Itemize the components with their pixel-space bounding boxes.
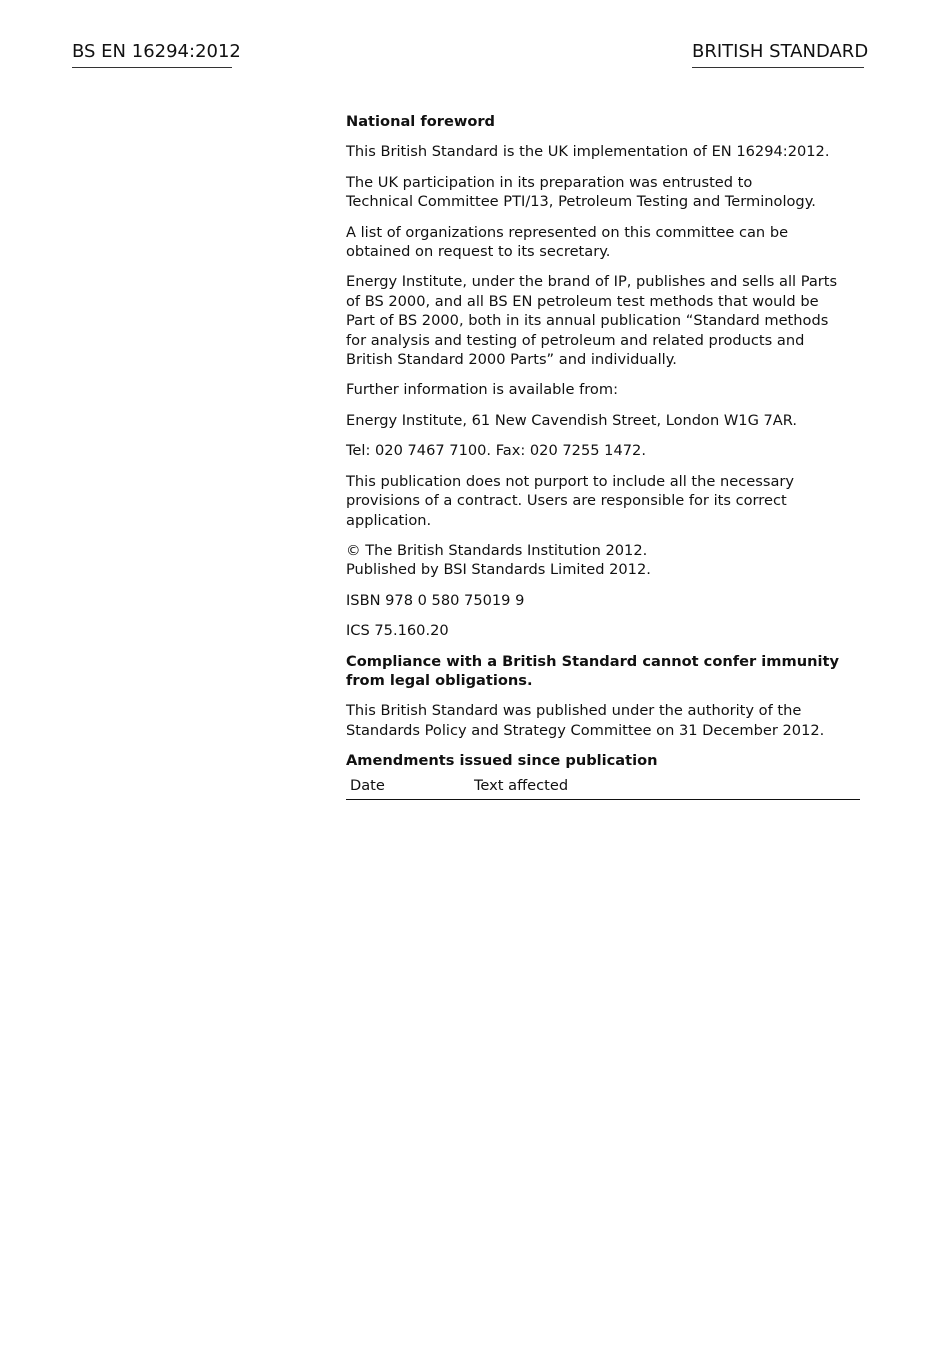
address-paragraph xyxy=(346,411,860,430)
implementation-paragraph xyxy=(346,142,860,161)
date-column-header: Date xyxy=(350,776,385,794)
amendments-table-header xyxy=(346,776,860,800)
amendments-title: Amendments issued since publication xyxy=(346,752,658,770)
further-info-paragraph xyxy=(346,380,860,399)
participation-line-2: Technical Committee PTI/13, Petroleum Testing and Terminology. xyxy=(346,193,816,211)
energy-line-4: for analysis and testing of petroleum and related products and xyxy=(346,331,805,349)
copyright-paragraph xyxy=(346,541,860,580)
disclaimer-line-1: This publication does not purport to include all the necessary xyxy=(346,472,795,490)
implementation-text: This British Standard is the UK implementation of EN 16294:2012. xyxy=(346,143,830,161)
contact-text: Tel: 020 7467 7100. Fax: 020 7255 1472. xyxy=(346,442,646,460)
disclaimer-line-3: application. xyxy=(346,511,432,529)
organizations-paragraph xyxy=(346,223,860,262)
authority-line-1: This British Standard was published under the authority of the xyxy=(346,702,802,720)
energy-line-5: British Standard 2000 Parts” and individually. xyxy=(346,351,677,369)
document-number: BS EN 16294:2012 xyxy=(72,40,232,68)
energy-line-3: Part of BS 2000, both in its annual publication “Standard methods xyxy=(346,312,829,330)
section-title: National foreword xyxy=(346,113,496,130)
energy-institute-paragraph xyxy=(346,272,860,369)
address-text: Energy Institute, 61 New Cavendish Street, London W1G 7AR. xyxy=(346,411,798,429)
authority-paragraph xyxy=(346,701,860,740)
publisher-line: Published by BSI Standards Limited 2012. xyxy=(346,561,651,579)
disclaimer-line-2: provisions of a contract. Users are responsible for its correct xyxy=(346,492,787,510)
participation-line-1: The UK participation in its preparation was entrusted to xyxy=(346,173,753,191)
compliance-line-1: Compliance with a British Standard cannot confer immunity xyxy=(346,652,839,670)
contact-paragraph xyxy=(346,441,860,460)
compliance-line-2: from legal obligations. xyxy=(346,671,533,689)
standard-label: BRITISH STANDARD xyxy=(692,40,864,68)
isbn-text: ISBN 978 0 580 75019 9 xyxy=(346,591,525,609)
national-foreword-section xyxy=(346,112,860,800)
organizations-line-2: obtained on request to its secretary. xyxy=(346,243,611,261)
organizations-line-1: A list of organizations represented on this committee can be xyxy=(346,223,789,241)
compliance-paragraph xyxy=(346,652,860,691)
further-info-text: Further information is available from: xyxy=(346,381,618,399)
isbn-paragraph xyxy=(346,591,860,610)
energy-line-1: Energy Institute, under the brand of IP, publishes and sells all Parts xyxy=(346,273,838,291)
participation-paragraph xyxy=(346,173,860,212)
disclaimer-paragraph xyxy=(346,472,860,530)
copyright-line: © The British Standards Institution 2012. xyxy=(346,541,648,559)
text-affected-column-header: Text affected xyxy=(474,776,569,794)
energy-line-2: of BS 2000, and all BS EN petroleum test methods that would be xyxy=(346,292,819,310)
ics-paragraph xyxy=(346,621,860,640)
authority-line-2: Standards Policy and Strategy Committee on 31 December 2012. xyxy=(346,721,825,739)
ics-text: ICS 75.160.20 xyxy=(346,622,449,640)
